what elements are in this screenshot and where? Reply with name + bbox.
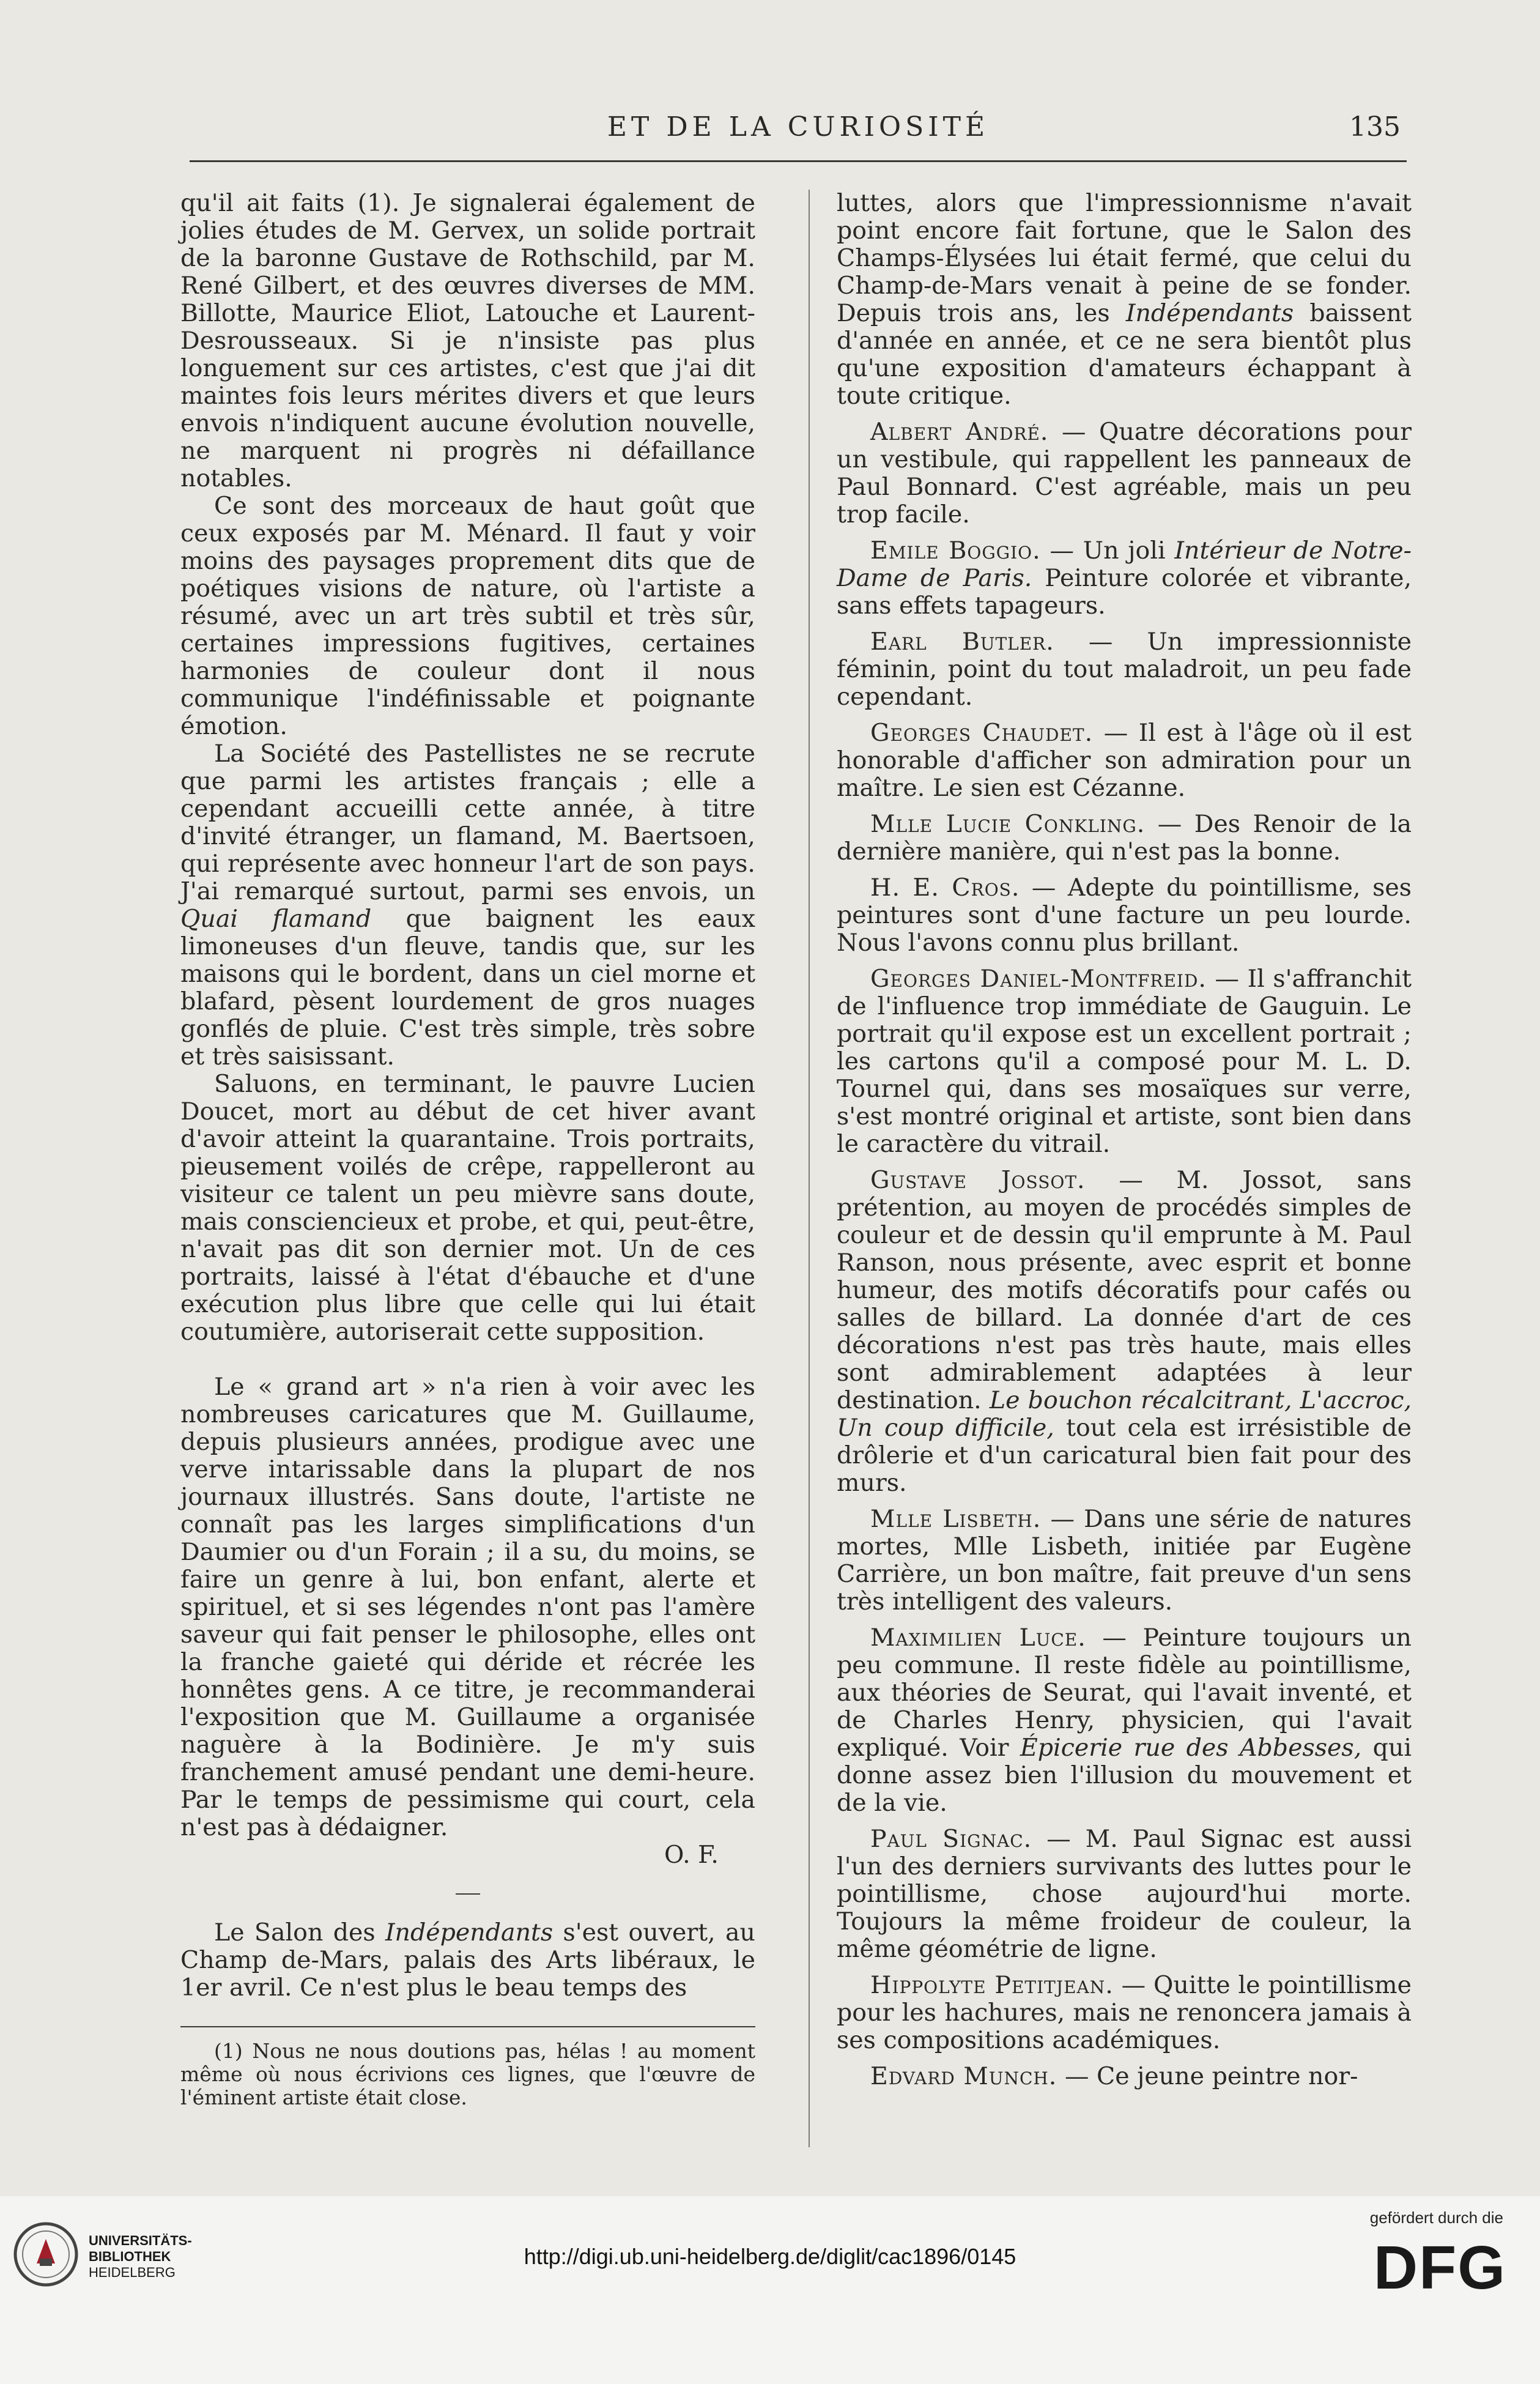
entry-text: — Quatre décorations pour un vestibule, qui rappellent les panneaux de Paul Bonnard. C'est agréable, mais un peu trop facile. <box>837 418 1412 529</box>
artist-entry <box>837 418 1412 529</box>
left-column <box>180 190 755 2109</box>
entry-text: — Ce jeune peintre nor- <box>1064 2062 1358 2090</box>
artist-name: Edvard Munch. <box>870 2062 1057 2090</box>
library-name-line: BIBLIOTHEK <box>89 2249 171 2264</box>
entry-text: — Un joli <box>1049 537 1166 565</box>
paragraph-text: baissent d'année en année, et ce ne sera bientôt plus qu'une exposition d'amateurs échappant à toute critique. <box>837 299 1412 410</box>
entry-text: — Un impressionniste féminin, point du tout maladroit, un peu fade cependant. <box>837 628 1412 711</box>
artist-entry <box>837 811 1412 866</box>
signature: O. F. <box>664 1841 719 1869</box>
paragraph-text: s'est ouvert, au Champ de-Mars, palais des Arts libéraux, le 1er avril. Ce n'est plus le beau temps des <box>180 1918 755 2002</box>
paragraph <box>180 740 755 1071</box>
artist-entry <box>837 1624 1412 1817</box>
entry-text: tout cela est irrésistible de drôlerie et d'un caricatural bien fait pour des murs. <box>837 1414 1412 1497</box>
artist-entry <box>837 537 1412 620</box>
library-name-line: HEIDELBERG <box>89 2265 176 2280</box>
footnote: (1) Nous ne nous doutions pas, hélas ! au moment même où nous écrivions ces lignes, que l'œuvre de l'éminent artiste était close. <box>180 2039 755 2109</box>
artist-name: Emile Boggio. <box>870 537 1041 565</box>
funded-by-label: gefördert durch die <box>1369 2208 1503 2227</box>
permalink[interactable]: http://digi.ub.uni-heidelberg.de/diglit/cac1896/0145 <box>524 2244 1016 2269</box>
artist-entry <box>837 2063 1412 2090</box>
artist-name: Earl Butler. <box>870 628 1054 656</box>
entry-text: — M. Paul Signac est aussi l'un des derniers survivants des luttes pour le pointillisme, chose aujourd'hui morte. Toujours la même froideur de couleur, la même géométrie de ligne. <box>837 1825 1412 1963</box>
page-number: 135 <box>1349 111 1401 143</box>
artist-entry <box>837 1972 1412 2054</box>
artwork-title: Le bouchon récalcitrant, L'accroc, Un coup difficile, <box>837 1386 1412 1442</box>
library-name-line: UNIVERSITÄTS- <box>89 2233 192 2248</box>
entry-text: — Dans une série de natures mortes, Mlle Lisbeth, initiée par Eugène Carrière, un bon maître, fait preuve d'un sens très intelligent des valeurs. <box>837 1505 1412 1616</box>
artist-name: Mlle Lisbeth. <box>870 1505 1042 1533</box>
artist-entry <box>837 965 1412 1158</box>
page-header <box>190 98 1407 153</box>
running-title: ET DE LA CURIOSITÉ <box>607 111 990 143</box>
paragraph-text: La Société des Pastellistes ne se recrute que parmi les artistes français ; elle a cependant accueilli cette année, à titre d'invité étranger, un flamand, M. Baertsoen, qui représente avec honneur l'art de son pays. J'ai remarqué surtout, parmi ses envois, un <box>180 740 755 905</box>
artist-name: Maximilien Luce. <box>870 1624 1086 1652</box>
artwork-title: Épicerie rue des Abbesses, <box>1020 1734 1362 1762</box>
entry-text: — Quitte le pointillisme pour les hachures, mais ne renoncera jamais à ses compositions académiques. <box>837 1971 1412 2054</box>
artwork-title: Quai flamand <box>180 905 372 933</box>
paragraph <box>837 190 1412 410</box>
paragraph: qu'il ait faits (1). Je signalerai également de jolies études de M. Gervex, un solide portrait de la baronne Gustave de Rothschild, par M. René Gilbert, et des œuvres diverses de MM. Billotte, Maurice Eliot, Latouche et Laurent-Desrousseaux. Si je n'insiste pas plus longuement sur ces artistes, c'est que j'ai dit maintes fois leurs mérites divers et que leurs envois n'indiquent aucune évolution nouvelle, ne marquent ni progrès ni défaillance notables. <box>180 189 755 492</box>
artist-name: Mlle Lucie Conkling. <box>870 810 1146 838</box>
right-column <box>837 190 1412 2099</box>
entry-text: qui donne assez bien l'illusion du mouvement et de la vie. <box>837 1734 1412 1817</box>
artist-entry <box>837 874 1412 957</box>
artist-name: Gustave Jossot. <box>870 1166 1086 1194</box>
artist-name: Georges Chaudet. <box>870 719 1094 747</box>
artist-name: Paul Signac. <box>870 1825 1032 1853</box>
salon-title: Indépendants <box>1125 299 1294 327</box>
entry-text: — Il est à l'âge où il est honorable d'afficher son admiration pour un maître. Le sien est Cézanne. <box>837 719 1412 802</box>
paragraph-text: Le Salon des <box>214 1918 376 1947</box>
entry-text: — Des Renoir de la dernière manière, qui n'est pas la bonne. <box>837 810 1412 866</box>
paragraph: Le « grand art » n'a rien à voir avec les nombreuses caricatures que M. Guillaume, depuis plusieurs années, prodigue avec une verve intarissable dans la plupart de nos journaux illustrés. Sans doute, l'artiste ne connaît pas les larges simplifications d'un Daumier ou d'un Forain ; il a su, du moins, se faire un genre à lui, bon enfant, alerte et spirituel, et si ses légendes n'ont pas l'amère saveur qui fait penser le philosophe, elles ont la franche gaieté qui déride et récrée les honnêtes gens. A ce titre, je recommanderai l'exposition que M. Guillaume a organisée naguère à la Bodinière. Je m'y suis franchement amusé pendant une demi-heure. Par le temps de pessimisme qui court, cela n'est pas à dédaigner. <box>180 1373 755 1841</box>
artist-entry <box>837 1167 1412 1497</box>
paragraph <box>180 1919 755 2002</box>
section-separator <box>456 1893 480 1895</box>
artist-entry <box>837 719 1412 802</box>
entry-text: — Il s'affranchit de l'influence trop immédiate de Gauguin. Le portrait qu'il expose est un excellent portrait ; les cartons qu'il a composé pour M. L. D. Tournel qui, dans ses mosaïques sur verre, s'est montré original et artiste, sont bien dans le caractère du vitrail. <box>837 965 1412 1158</box>
entry-text: — Adepte du pointillisme, ses peintures sont d'une facture un peu lourde. Nous l'avons connu plus brillant. <box>837 874 1412 957</box>
artwork-title: Intérieur de Notre-Dame de Paris. <box>837 537 1412 592</box>
entry-text: — M. Jossot, sans prétention, au moyen de procédés simples de couleur et de dessin qu'il emprunte à M. Paul Ranson, nous présente, avec esprit et bonne humeur, des motifs décoratifs pour cafés ou salles de billard. La donnée d'art de ces décorations n'est pas très haute, mais elles sont admirablement adaptées à leur destination. <box>837 1166 1412 1414</box>
entry-text: Peinture colorée et vibrante, sans effets tapageurs. <box>837 564 1412 620</box>
paragraph-text: luttes, alors que l'impressionnisme n'avait point encore fait fortune, que le Salon des Champs-Élysées lui était fermé, que celui du Champ-de-Mars venait à peine de se fonder. Depuis trois ans, les <box>837 189 1412 327</box>
artist-name: Georges Daniel-Montfreid. <box>870 965 1207 993</box>
header-rule <box>190 160 1407 162</box>
artist-entry <box>837 628 1412 711</box>
paragraph: Ce sont des morceaux de haut goût que ceux exposés par M. Ménard. Il faut y voir moins des paysages proprement dits que de poétiques visions de nature, où l'artiste a résumé, avec un art très subtil et très sûr, certaines impressions fugitives, certaines harmonies de couleur dont il nous communique l'indéfinissable et poignante émotion. <box>180 492 755 740</box>
artist-name: H. E. Cros. <box>870 874 1020 902</box>
artist-name: Hippolyte Petitjean. <box>870 1971 1114 1999</box>
artist-name: Albert André. <box>870 418 1049 446</box>
paragraph-text: que baignent les eaux limoneuses d'un fleuve, tandis que, sur les maisons qui le bordent, dans un ciel morne et blafard, pèsent lourdement de gros nuages gonflés de pluie. C'est très simple, très sobre et très saisissant. <box>180 905 756 1071</box>
column-divider <box>809 190 810 2147</box>
footnote-rule <box>180 2026 755 2027</box>
entry-text: — Peinture toujours un peu commune. Il reste fidèle au pointillisme, aux théories de Seurat, qui l'avait inventé, et de Charles Henry, physicien, qui l'avait expliqué. Voir <box>837 1624 1412 1762</box>
artist-entry <box>837 1506 1412 1616</box>
paragraph: Saluons, en terminant, le pauvre Lucien Doucet, mort au début de cet hiver avant d'avoir atteint la quarantaine. Trois portraits, pieusement voilés de crêpe, rappelleront au visiteur ce talent un peu mièvre sans doute, mais consciencieux et probe, et qui, peut-être, n'avait pas dit son dernier mot. Un de ces portraits, laissé à l'état d'ébauche et d'une exécution plus libre que celle qui lui était coutumière, autoriserait cette supposition. <box>180 1070 755 1346</box>
salon-title: Indépendants <box>385 1918 553 1947</box>
dfg-logo: DFG <box>1373 2234 1506 2302</box>
artist-entry <box>837 1825 1412 1963</box>
digitization-footer <box>0 2196 1540 2384</box>
